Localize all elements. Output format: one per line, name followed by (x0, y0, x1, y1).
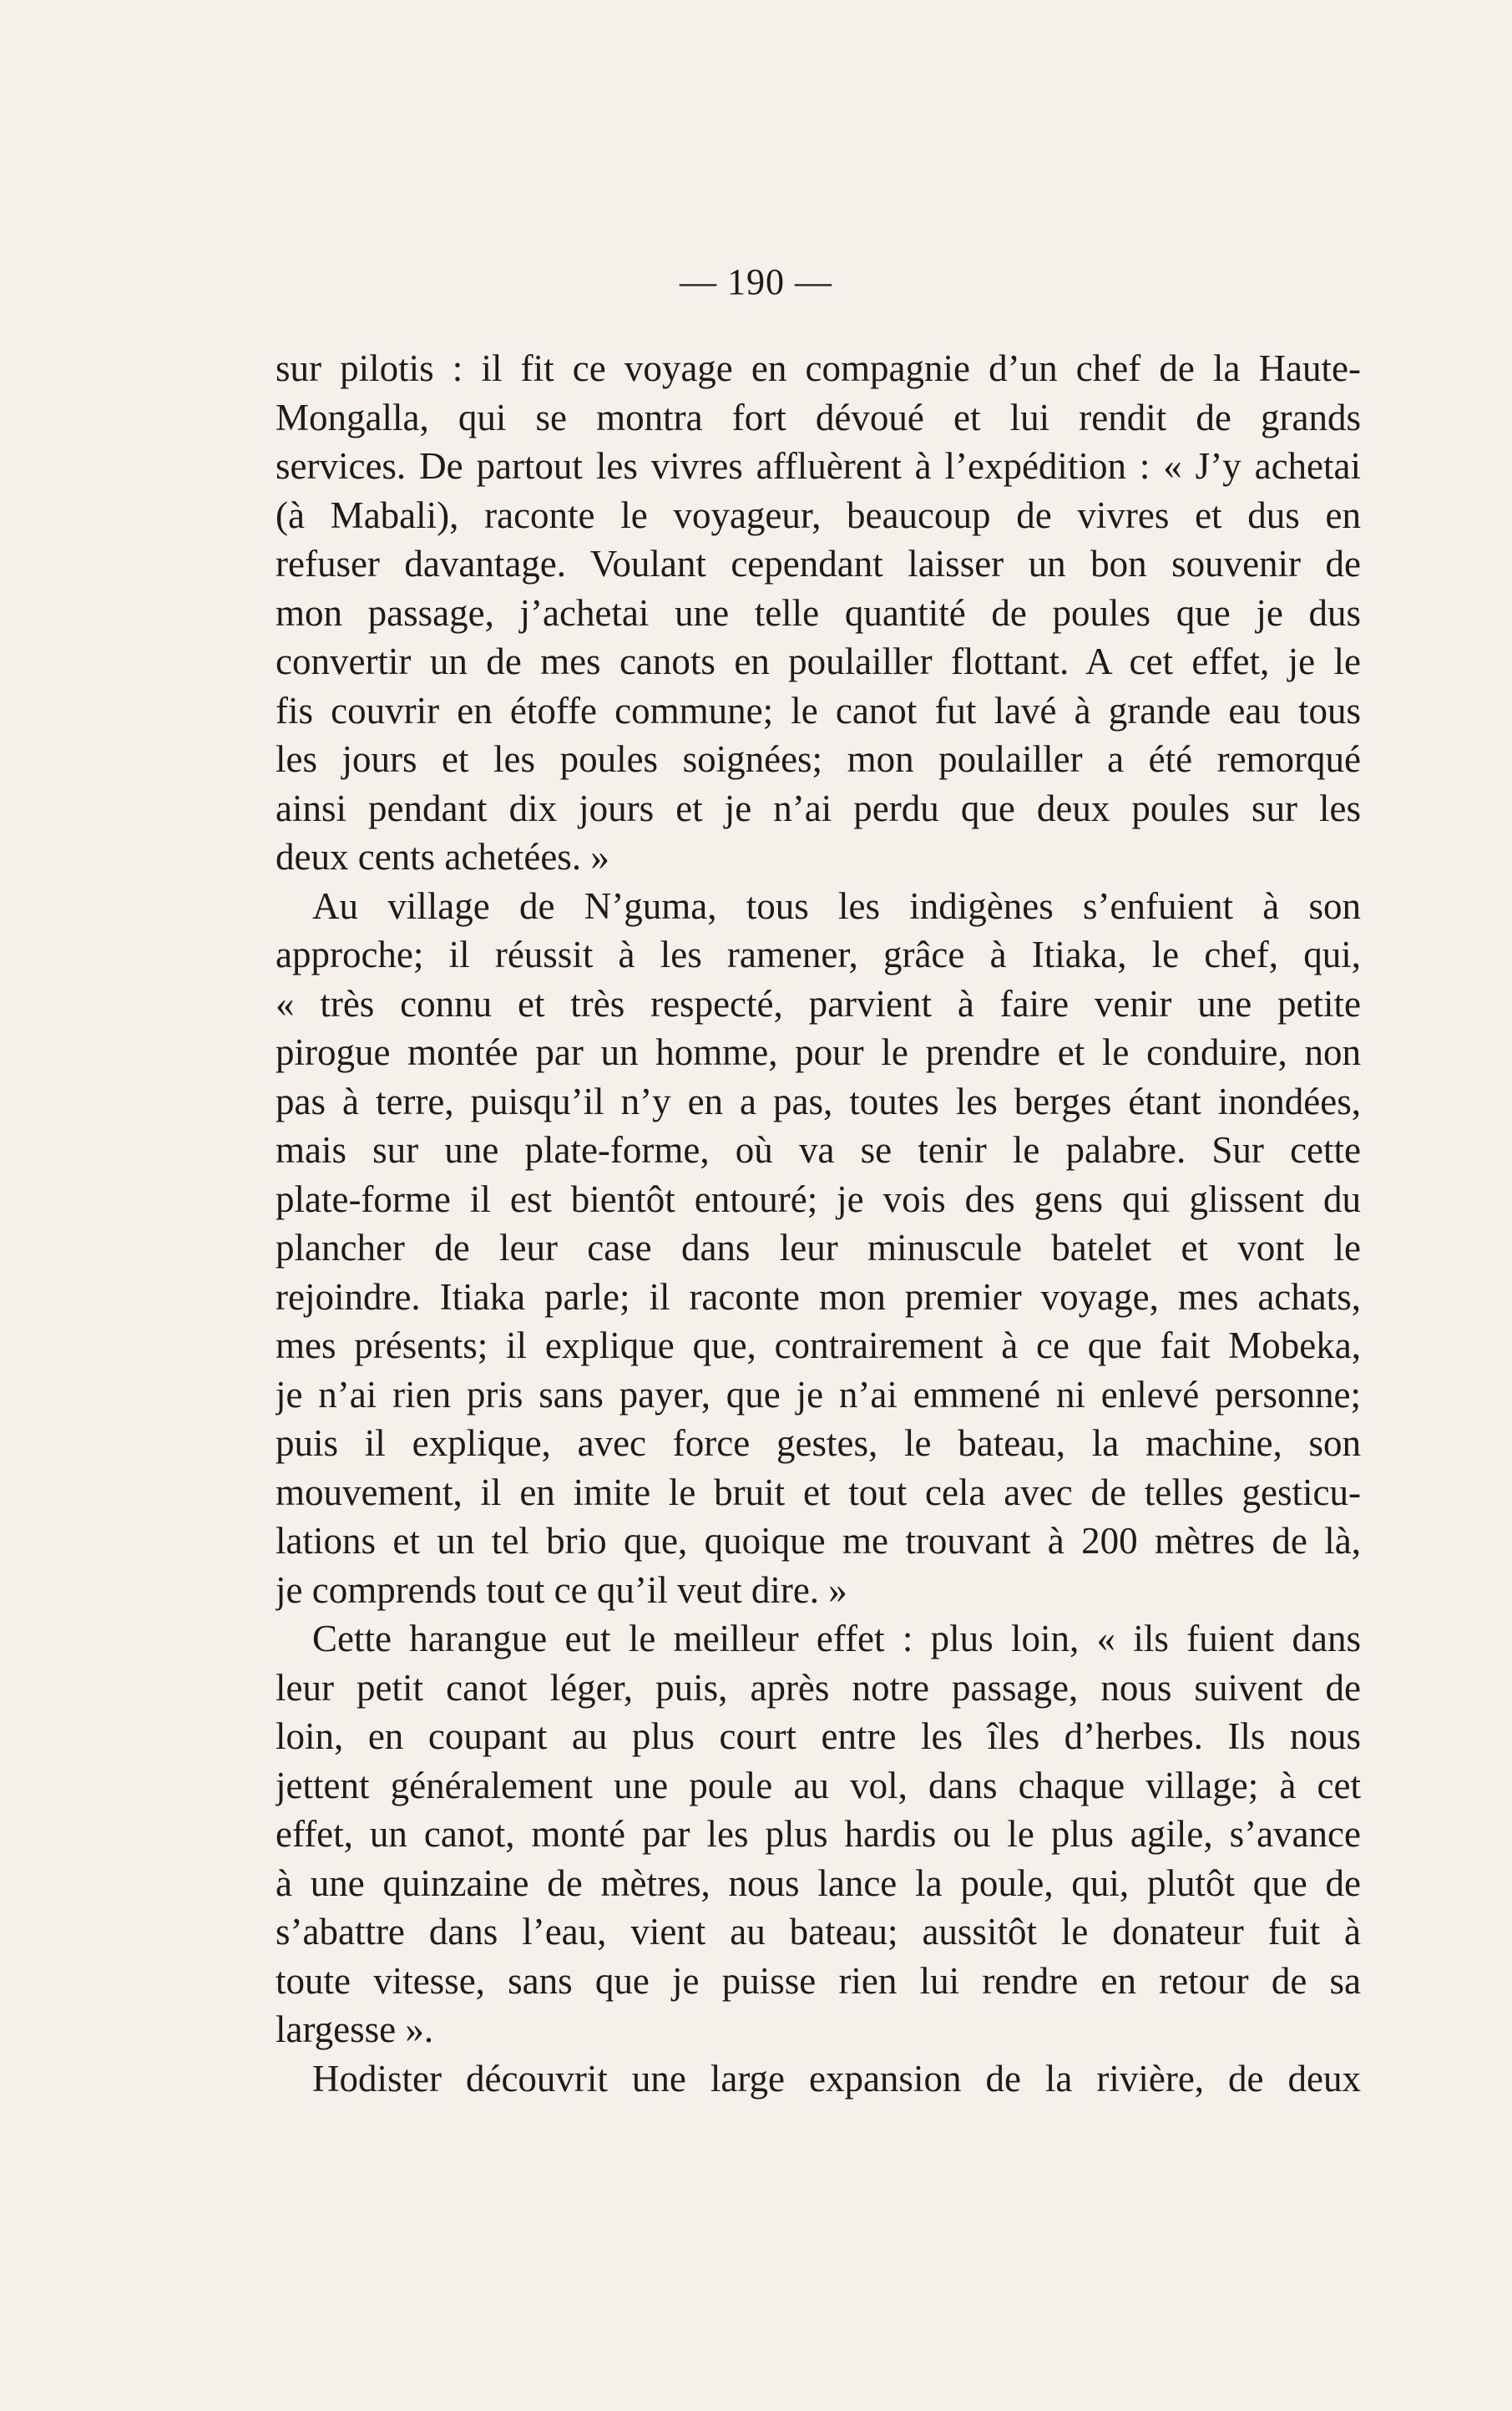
text-line: leur petit canot léger, puis, après notre passage, nous suivent de (276, 1666, 1361, 1709)
text-line: deux cents achetées. » (276, 836, 609, 878)
text-line: Cette harangue eut le meilleur effet : plus loin, « ils fuient dans (312, 1618, 1361, 1659)
text-line: mouvement, il en imite le bruit et tout cela avec de telles gesticu- (276, 1471, 1361, 1513)
text-line: puis il explique, avec force gestes, le bateau, la machine, son (276, 1422, 1361, 1464)
text-line: je n’ai rien pris sans payer, que je n’ai emmené ni enlevé personne; (276, 1373, 1361, 1416)
text-line: s’abattre dans l’eau, vient au bateau; aussitôt le donateur fuit à (276, 1911, 1361, 1953)
text-line: approche; il réussit à les ramener, grâce à Itiaka, le chef, qui, (276, 934, 1361, 975)
text-line: pirogue montée par un homme, pour le prendre et le conduire, non (276, 1031, 1361, 1073)
text-line: plate-forme il est bientôt entouré; je vois des gens qui glissent du (276, 1178, 1361, 1220)
text-line: Mongalla, qui se montra fort dévoué et lui rendit de grands (276, 396, 1361, 438)
text-line: (à Mabali), raconte le voyageur, beaucoup de vivres et dus en (276, 494, 1361, 536)
text-line: plancher de leur case dans leur minuscule batelet et vont le (276, 1227, 1361, 1269)
text-line: convertir un de mes canots en poulailler flottant. A cet effet, je le (276, 641, 1361, 682)
text-line: mais sur une plate-forme, où va se tenir le palabre. Sur cette (276, 1129, 1361, 1171)
text-line: jettent généralement une poule au vol, dans chaque village; à cet (276, 1764, 1361, 1806)
text-line: largesse ». (276, 2008, 434, 2050)
text-line: sur pilotis : il fit ce voyage en compagnie d’un chef de la Haute- (276, 347, 1361, 389)
text-line: toute vitesse, sans que je puisse rien lui rendre en retour de sa (276, 1959, 1361, 2002)
text-line: mon passage, j’achetai une telle quantité de poules que je dus (276, 591, 1361, 634)
text-line: Hodister découvrit une large expansion de la rivière, de deux (312, 2057, 1361, 2099)
text-line: fis couvrir en étoffe commune; le canot fut lavé à grande eau tous (276, 689, 1361, 732)
text-line: loin, en coupant au plus court entre les îles d’herbes. Ils nous (276, 1715, 1361, 1757)
text-line: lations et un tel brio que, quoique me trouvant à 200 mètres de là, (276, 1520, 1361, 1562)
text-line: Au village de N’guma, tous les indigènes s’enfuient à son (312, 884, 1361, 927)
text-line: « très connu et très respecté, parvient à faire venir une petite (276, 982, 1361, 1025)
text-line: mes présents; il explique que, contrairement à ce que fait Mobeka, (276, 1325, 1361, 1366)
text-line: à une quinzaine de mètres, nous lance la poule, qui, plutôt que de (276, 1861, 1361, 1904)
text-line: je comprends tout ce qu’il veut dire. » (276, 1568, 847, 1611)
body-text (276, 344, 1361, 2103)
text-line: pas à terre, puisqu’il n’y en a pas, toutes les berges étant inondées, (276, 1080, 1361, 1122)
text-line: refuser davantage. Voulant cependant laisser un bon souvenir de (276, 543, 1361, 585)
text-line: ainsi pendant dix jours et je n’ai perdu que deux poules sur les (276, 787, 1361, 829)
text-line: effet, un canot, monté par les plus hardis ou le plus agile, s’avance (276, 1813, 1361, 1855)
page-number: — 190 — (680, 261, 832, 302)
text-line: les jours et les poules soignées; mon poulailler a été remorqué (276, 738, 1361, 780)
text-line: rejoindre. Itiaka parle; il raconte mon premier voyage, mes achats, (276, 1275, 1361, 1318)
text-line: services. De partout les vivres affluèrent à l’expédition : « J’y achetai (276, 445, 1361, 487)
